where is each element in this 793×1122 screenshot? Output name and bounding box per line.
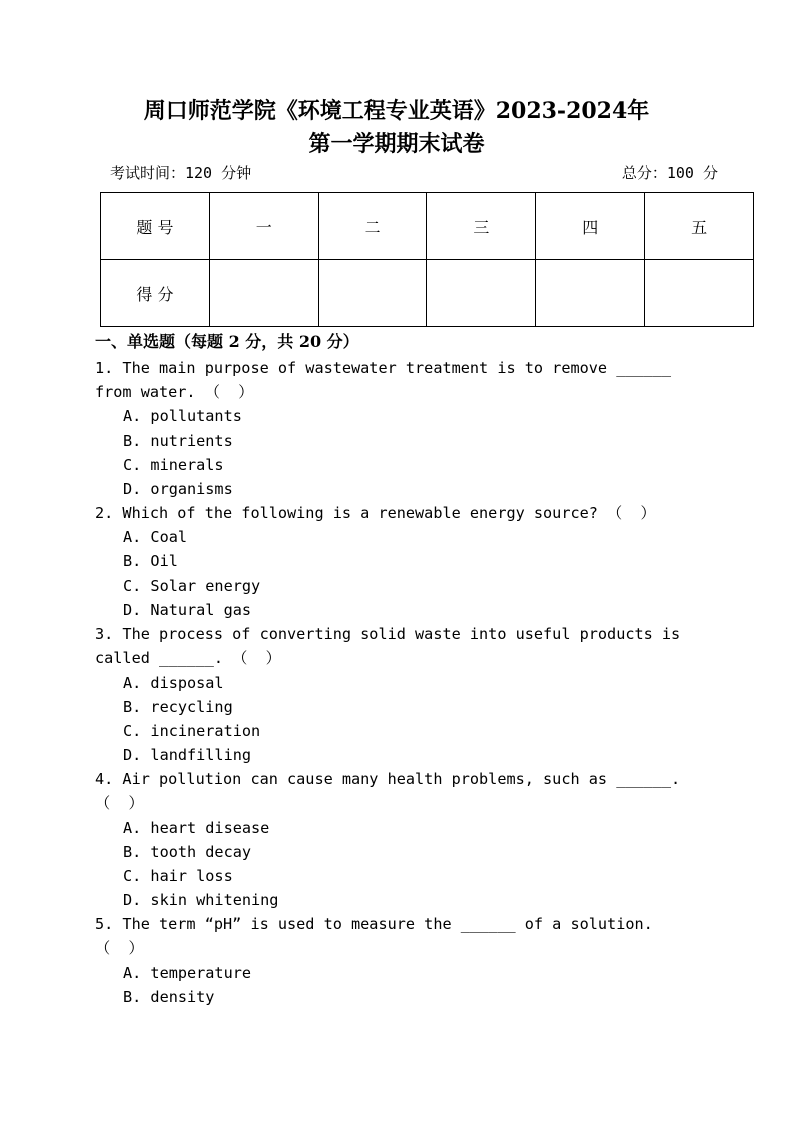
question-2-option-c: C. Solar energy	[123, 577, 261, 595]
question-4-option-b: B. tooth decay	[123, 843, 252, 861]
question-5-option-b: B. density	[123, 988, 215, 1006]
question-5-stem-line2: （ ）	[95, 939, 144, 957]
score-cell-3	[427, 260, 536, 327]
question-1-stem-line2: from water. （ ）	[95, 383, 254, 401]
question-5-option-a: A. temperature	[123, 964, 252, 982]
question-1-option-b: B. nutrients	[123, 432, 233, 450]
question-4-option-c: C. hair loss	[123, 867, 233, 885]
question-1-option-d: D. organisms	[123, 480, 233, 498]
question-3-option-a: A. disposal	[123, 674, 224, 692]
score-table-cell: 三	[427, 193, 536, 260]
section-heading: 一、单选题（每题 2 分，共 20 分）	[95, 332, 359, 351]
exam-total-score: 总分：100 分	[621, 164, 718, 182]
score-cell-2	[318, 260, 427, 327]
score-table-cell: 四	[536, 193, 645, 260]
question-4-option-d: D. skin whitening	[123, 891, 279, 909]
question-3-option-c: C. incineration	[123, 722, 261, 740]
score-cell-4	[536, 260, 645, 327]
exam-title-line2: 第一学期期末试卷	[308, 131, 485, 157]
score-table-cell: 题 号	[101, 193, 210, 260]
question-5-stem-line1: 5. The term “pH” is used to measure the ______ of a solution.	[95, 915, 653, 933]
exam-time: 考试时间：120 分钟	[110, 164, 252, 182]
score-table-cell: 二	[318, 193, 427, 260]
question-2-stem-line1: 2. Which of the following is a renewable energy source? （ ）	[95, 504, 656, 522]
question-4-stem-line1: 4. Air pollution can cause many health problems, such as ______.	[95, 770, 681, 788]
score-table-cell: 一	[209, 193, 318, 260]
question-4-option-a: A. heart disease	[123, 819, 270, 837]
question-3-option-d: D. landfilling	[123, 746, 252, 764]
question-2-option-d: D. Natural gas	[123, 601, 252, 619]
question-3-option-b: B. recycling	[123, 698, 233, 716]
score-table	[100, 192, 754, 327]
question-1-option-c: C. minerals	[123, 456, 224, 474]
question-2-option-a: A. Coal	[123, 528, 188, 546]
score-table-cell: 得 分	[101, 260, 210, 327]
exam-title-line1: 周口师范学院《环境工程专业英语》2023-2024年	[143, 98, 650, 124]
question-3-stem-line1: 3. The process of converting solid waste into useful products is	[95, 625, 681, 643]
question-1-option-a: A. pollutants	[123, 407, 242, 425]
question-3-stem-line2: called ______. （ ）	[95, 649, 281, 667]
question-4-stem-line2: （ ）	[95, 794, 144, 812]
question-1-stem-line1: 1. The main purpose of wastewater treatment is to remove ______	[95, 359, 672, 377]
score-table-header-row	[101, 193, 754, 260]
score-table-cell: 五	[645, 193, 754, 260]
score-table-score-row	[101, 260, 754, 327]
score-cell-5	[645, 260, 754, 327]
score-cell-1	[209, 260, 318, 327]
question-2-option-b: B. Oil	[123, 552, 178, 570]
